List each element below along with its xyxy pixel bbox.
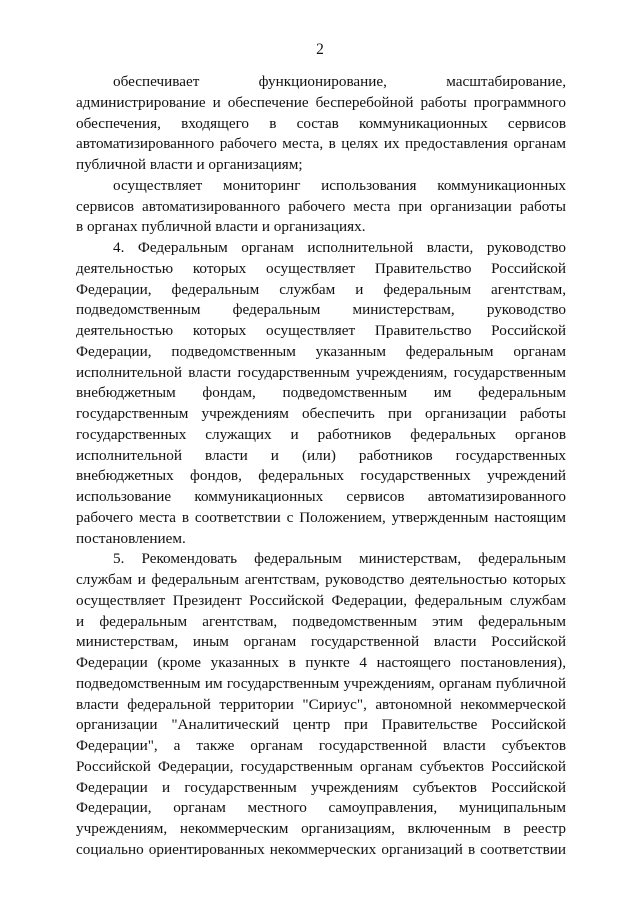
text-line: Российской Федерации, государственным органам субъектов Российской (76, 757, 566, 775)
text-line: внебюджетных фондов, федеральных государственных учреждений (76, 467, 566, 485)
text-line: службам и федеральным агентствам, руководство деятельностью которых (76, 571, 566, 588)
text-line: обеспечивает функционирование, масштабирование, (113, 73, 566, 90)
text-line: обеспечения, входящего в состав коммуникационных сервисов (76, 114, 566, 132)
text-line: использование коммуникационных сервисов автоматизированного (76, 488, 566, 505)
text-line: сервисов автоматизированного рабочего места при организации работы (76, 197, 566, 215)
text-line: администрирование и обеспечение бесперебойной работы программного (76, 93, 566, 111)
text-line: Федерации, федеральным службам и федеральным агентствам, (76, 280, 566, 298)
text-line: публичной власти и организациям; (76, 156, 303, 173)
text-line: государственных служащих и работников федеральных органов (76, 425, 566, 443)
text-line: автоматизированного рабочего места, в целях их предоставления органам (76, 135, 566, 153)
text-line: в органах публичной власти и организациях. (76, 218, 366, 236)
text-line: государственным учреждениям обеспечить при организации работы (76, 405, 566, 422)
paragraph (76, 238, 566, 549)
text-line: социально ориентированных некоммерческих организаций в соответствии (76, 840, 566, 858)
text-line: учреждениям, некоммерческим организациям, включенным в реестр (76, 820, 566, 837)
text-line: и федеральным агентствам, подведомственным этим федеральным (76, 612, 566, 630)
text-line: министерствам, иным органам государственной власти Российской (76, 633, 566, 651)
text-line: Федерации, подведомственным указанным федеральным органам (76, 342, 566, 360)
text-line: исполнительной власти государственным учреждениям, государственным (76, 363, 566, 381)
text-line: осуществляет мониторинг использования коммуникационных (113, 176, 566, 194)
page-number: 2 (316, 41, 324, 58)
text-line: осуществляет Президент Российской Федерации, федеральным службам (76, 591, 566, 609)
text-line: 5. Рекомендовать федеральным министерствам, федеральным (113, 550, 566, 568)
paragraph (76, 72, 566, 176)
text-line: Федерации, органам местного самоуправления, муниципальным (76, 799, 566, 817)
text-line: власти федеральной территории "Сириус", автономной некоммерческой (76, 695, 566, 713)
text-line: организации "Аналитический центр при Правительстве Российской (76, 716, 566, 734)
text-line: Федерации (кроме указанных в пункте 4 настоящего постановления), (76, 654, 566, 671)
text-line: деятельностью которых осуществляет Правительство Российской (76, 259, 566, 277)
paragraph (76, 176, 566, 238)
paragraph (76, 549, 566, 860)
text-line: Федерации", а также органам государственной власти субъектов (76, 737, 566, 754)
text-line: деятельностью которых осуществляет Правительство Российской (76, 322, 566, 339)
text-line: постановлением. (76, 529, 186, 547)
text-line: исполнительной власти и (или) работников государственных (76, 446, 566, 464)
text-line: рабочего места в соответствии с Положением, утвержденным настоящим (76, 508, 566, 526)
text-line: внебюджетным фондам, подведомственным им федеральным (76, 384, 566, 402)
text-line: подведомственным им государственным учреждениям, органам публичной (76, 674, 566, 692)
text-line: подведомственным федеральным министерствам, руководство (76, 301, 566, 319)
text-line: Федерации и государственным учреждениям субъектов Российской (76, 778, 566, 796)
text-line: 4. Федеральным органам исполнительной власти, руководство (113, 239, 566, 256)
document-body (76, 72, 566, 861)
